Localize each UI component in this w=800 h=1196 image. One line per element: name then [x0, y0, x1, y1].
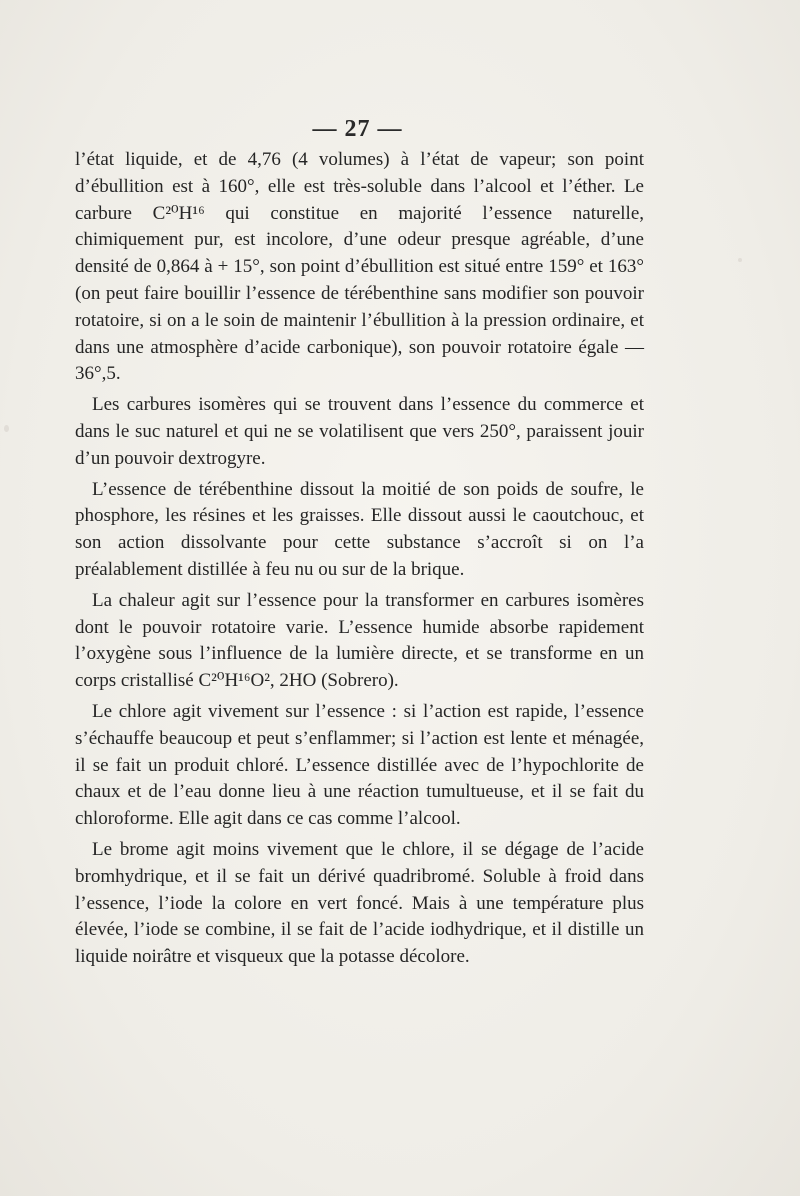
page-speck — [4, 425, 9, 432]
body-text — [75, 147, 644, 971]
paragraph: Le chlore agit vivement sur l’essence : si l’action est rapide, l’essence s’échauffe beaucoup et peut s’enflammer; si l’action est lente et ménagée, il se fait un produit chloré. L’essence distillée avec de l’hypochlorite de chaux et de l’eau donne lieu à une réaction tumultueuse, et il se fait du chloroforme. Elle agit dans ce cas comme l’alcool. — [75, 700, 644, 830]
paragraph: l’état liquide, et de 4,76 (4 volumes) à l’état de vapeur; son point d’ébullition est à 160°, elle est très-soluble dans l’alcool et l’éther. Le carbure C²⁰H¹⁶ qui constitue en majorité l’essence naturelle, chimiquement pur, est incolore, d’une odeur presque agréable, d’une densité de 0,864 à + 15°, son point d’ébullition est situé entre 159° et 163° (on peut faire bouillir l’essence de térébenthine sans modifier son pouvoir rotatoire, si on a le soin de maintenir l’ébullition à la pression ordinaire, et dans une atmosphère d’acide carbonique), son pouvoir rotatoire égale — 36°,5. — [75, 149, 644, 385]
page-speck — [738, 258, 742, 262]
paragraph: La chaleur agit sur l’essence pour la transformer en carbures isomères dont le pouvoir rotatoire varie. L’essence humide absorbe rapidement l’oxygène sous l’influence de la lumière directe, et se transforme en un corps cristallisé C²⁰H¹⁶O², 2HO (Sobrero). — [75, 589, 644, 692]
paragraph: L’essence de térébenthine dissout la moitié de son poids de soufre, le phosphore, les résines et les graisses. Elle dissout aussi le caoutchouc, et son action dissolvante pour cette substance s’accroît si on l’a préalablement distillée à feu nu ou sur de la brique. — [75, 478, 644, 580]
paragraph: Les carbures isomères qui se trouvent dans l’essence du commerce et dans le suc naturel et qui ne se volatilisent que vers 250°, paraissent jouir d’un pouvoir dextrogyre. — [75, 394, 644, 469]
paragraph: Le brome agit moins vivement que le chlore, il se dégage de l’acide bromhydrique, et il se fait un dérivé quadribromé. Soluble à froid dans l’essence, l’iode la colore en vert foncé. Mais à une température plus élevée, l’iode se combine, il se fait de l’acide iodhydrique, et il distille un liquide noirâtre et visqueux que la potasse décolore. — [75, 838, 644, 968]
page-number: — 27 — — [312, 116, 403, 142]
